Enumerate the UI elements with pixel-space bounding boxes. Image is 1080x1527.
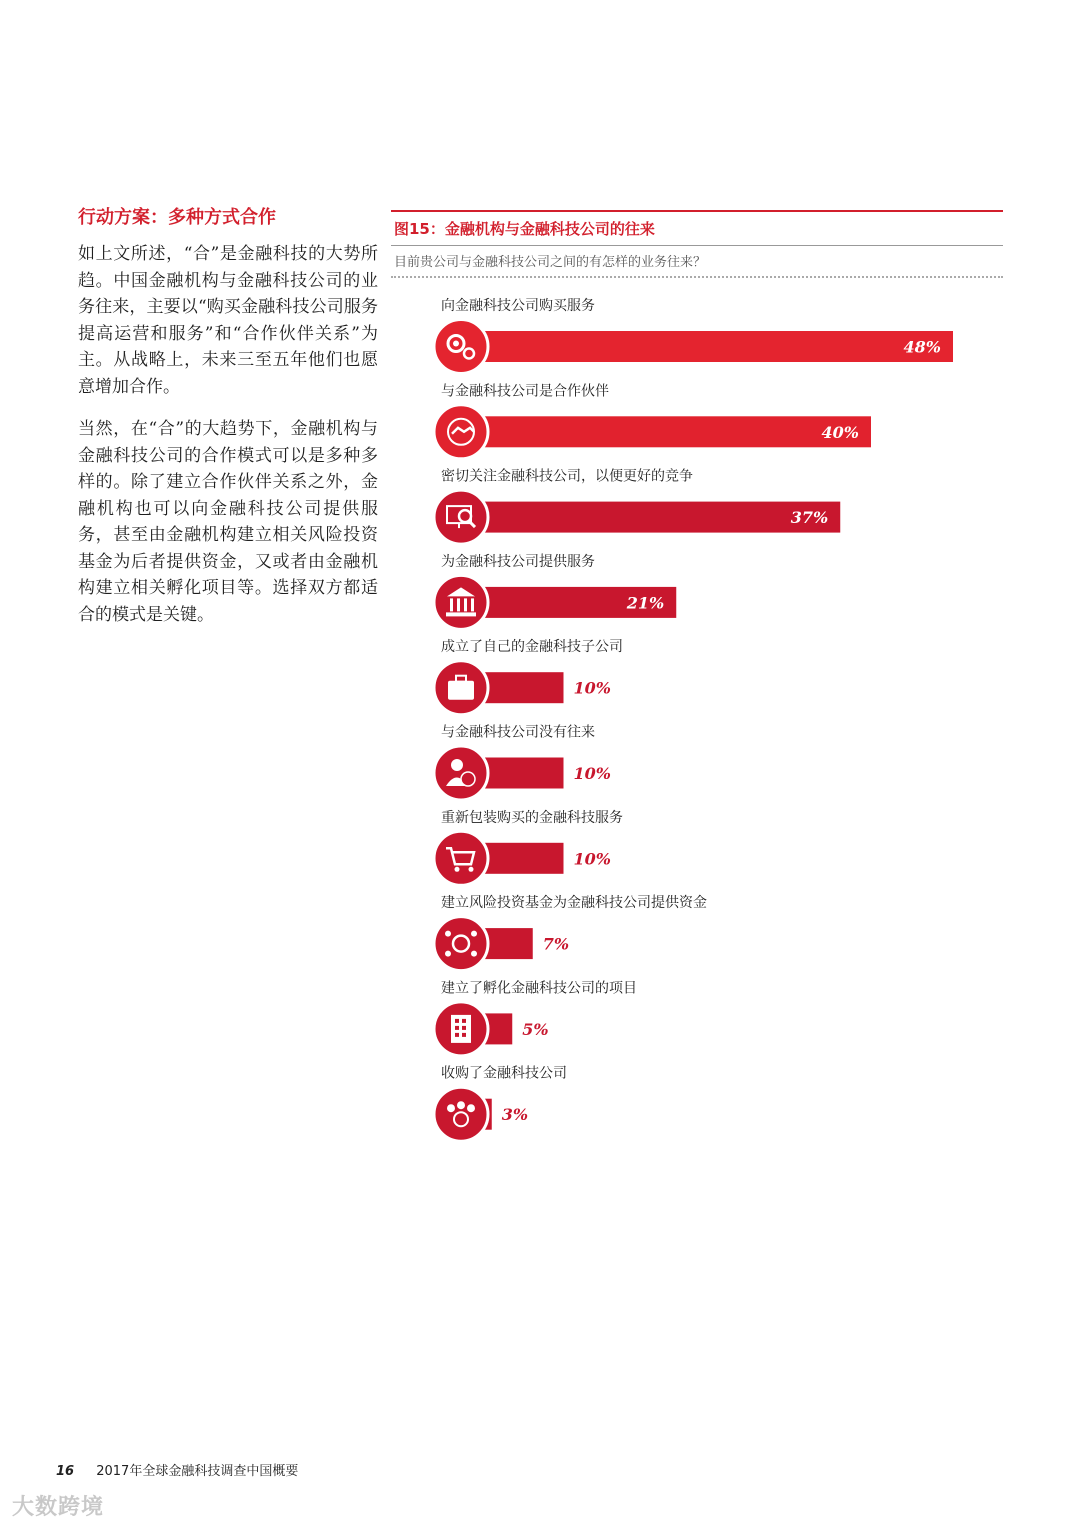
value-label: 40%	[821, 422, 859, 442]
figure-title: 图15：金融机构与金融科技公司的往来	[394, 220, 655, 238]
category-label: 密切关注金融科技公司，以便更好的竞争	[441, 468, 693, 485]
category-label: 为金融科技公司提供服务	[441, 553, 595, 570]
bar-icon-circle	[434, 831, 488, 885]
category-label: 重新包装购买的金融科技服务	[441, 809, 623, 826]
bar-icon-circle	[434, 490, 488, 544]
section-heading: 行动方案：多种方式合作	[78, 207, 276, 228]
page-footer	[56, 1460, 298, 1479]
bar	[461, 416, 871, 447]
bar-chart	[391, 272, 1011, 1152]
page-number: 16	[56, 1464, 75, 1479]
bar	[461, 502, 840, 533]
value-label: 5%	[522, 1019, 549, 1039]
watermark-logo	[12, 1490, 104, 1521]
category-label: 成立了自己的金融科技子公司	[441, 639, 623, 656]
bar-icon-circle	[434, 320, 488, 374]
bar-icon-circle	[434, 575, 488, 629]
value-label: 21%	[626, 593, 665, 613]
figure-subtitle: 目前贵公司与金融科技公司之间的有怎样的业务往来？	[394, 255, 707, 270]
paragraph-1: 如上文所述，“合”是金融科技的大势所趋。中国金融机构与金融科技公司的业务往来，主要以“购买金融科技公司服务提高运营和服务”和“合作伙伴关系”为主。从战略上，未来三至五年他们也愿意增加合作。	[78, 244, 378, 397]
bar-icon-circle	[434, 1087, 488, 1141]
bar-icon-circle	[434, 746, 488, 800]
paragraph-2: 当然，在“合”的大趋势下，金融机构与金融科技公司的合作模式可以是多种多样的。除了建立合作伙伴关系之外，金融机构也可以向金融科技公司提供服务，甚至由金融机构建立相关风险投资基金为后者提供资金，又或者由金融机构建立相关孵化项目等。选择双方都适合的模式是关键。	[78, 419, 378, 625]
figure-header	[391, 210, 1003, 278]
category-label: 收购了金融科技公司	[441, 1065, 567, 1082]
watermark-text: 大数跨境	[12, 1495, 105, 1520]
building-icon	[451, 1015, 471, 1043]
category-label: 向金融科技公司购买服务	[441, 298, 595, 314]
value-label: 37%	[790, 508, 829, 528]
bar-icon-circle	[434, 405, 488, 459]
bar-icon-circle	[434, 917, 488, 971]
value-label: 48%	[903, 337, 941, 357]
category-label: 与金融科技公司没有往来	[441, 724, 595, 741]
category-label: 建立了孵化金融科技公司的项目	[441, 980, 637, 997]
value-label: 10%	[573, 849, 611, 869]
footer-title: 2017年全球金融科技调查中国概要	[96, 1464, 299, 1479]
value-label: 7%	[542, 934, 570, 954]
value-label: 3%	[501, 1105, 529, 1125]
category-label: 与金融科技公司是合作伙伴	[441, 383, 609, 400]
left-column	[78, 203, 378, 644]
value-label: 10%	[573, 678, 611, 698]
bar	[461, 331, 953, 362]
category-label: 建立风险投资基金为金融科技公司提供资金	[441, 895, 707, 912]
value-label: 10%	[573, 764, 611, 783]
